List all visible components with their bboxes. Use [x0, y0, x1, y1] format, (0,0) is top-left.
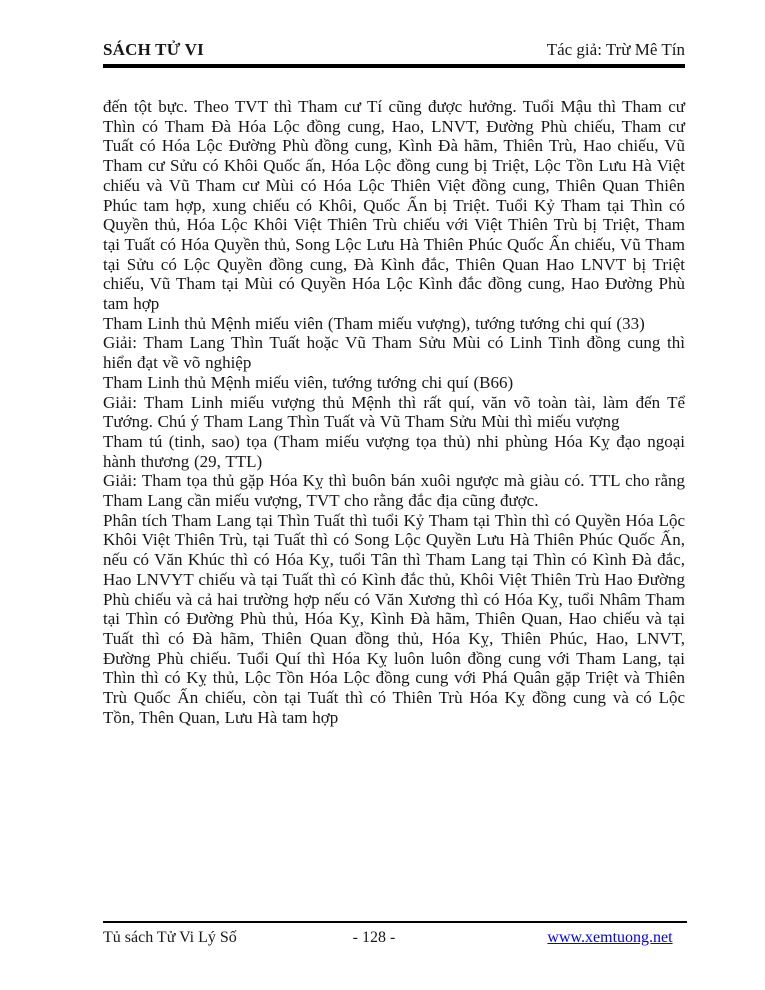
- page-header: [103, 41, 685, 68]
- website-link[interactable]: www.xemtuong.net: [547, 929, 673, 946]
- section-heading: Tham Linh thủ Mệnh miếu viên, tướng tướng chi quí (B66): [103, 372, 514, 392]
- section-explanation: Giải: Tham Lang Thìn Tuất hoặc Vũ Tham Sửu Mùi có Linh Tinh đồng cung thì hiển đạt về võ nghiệp: [103, 333, 685, 373]
- series-title: Tủ sách Tử Vi Lý Số: [103, 929, 237, 946]
- page-body: [103, 97, 685, 728]
- page-number: - 128 -: [352, 929, 396, 946]
- analysis-paragraph: Phân tích Tham Lang tại Thìn Tuất thì tuổi Kỷ Tham tại Thìn thì có Quyền Hóa Lộc Khôi Việt Thiên Trù, tại Tuất thì có Song Lộc Quyền Lưu Hà Thiên Phúc Quốc Ấn, nếu có Văn Khúc thì có Hóa Kỵ, tuổi Tân thì Tham Lang tại Thìn có Kình Đà đắc, Hao LNVYT chiếu và tại Tuất thì có Kình đắc thủ, Khôi Việt Thiên Trù Hao Đường Phù chiếu và cả hai trường hợp nếu có Văn Xương thì có Hóa Kỵ, tuổi Nhâm Tham tại Thìn có Đường Phù thủ, Hóa Kỵ, Kình Đà hãm, Thiên Quan, Hao chiếu và tại Tuất thì có Đà hãm, Thiên Quan đồng thủ, Hóa Kỵ, Thiên Phúc, Hao, LNVT, Đường Phù chiếu. Tuổi Quí thì Hóa Kỵ luôn luôn đồng cung với Tham Lang, tại Thìn thì có Kỵ thủ, Lộc Tồn Hóa Lộc đồng cung với Phá Quân gặp Triệt và Thiên Trù Quốc Ấn chiếu, còn tại Tuất thì có Thiên Trù Hóa Kỵ đồng cung và có Lộc Tồn, Thên Quan, Lưu Hà tam hợp: [103, 510, 685, 727]
- author-credit: Tác giả: Trừ Mê Tín: [546, 40, 685, 59]
- section-heading: Tham tú (tinh, sao) tọa (Tham miếu vượng tọa thủ) nhi phùng Hóa Kỵ đạo ngoại hành thương (29, TTL): [103, 431, 685, 471]
- section-explanation: Giải: Tham tọa thủ gặp Hóa Kỵ thì buôn bán xuôi ngược mà giàu có. TTL cho rằng Tham Lang cần miếu vượng, TVT cho rằng đắc địa cũng được.: [103, 471, 685, 511]
- section-heading: Tham Linh thủ Mệnh miếu viên (Tham miếu vượng), tướng tướng chi quí (33): [103, 313, 645, 333]
- page-footer: [103, 921, 687, 957]
- book-title: SÁCH TỬ VI: [103, 40, 204, 59]
- continuation-paragraph: đến tột bực. Theo TVT thì Tham cư Tí cũng được hưởng. Tuổi Mậu thì Tham cư Thìn có Tham Đà Hóa Lộc đồng cung, Hao, LNVT, Đường Phù chiếu, Tham cư Tuất có Hóa Lộc Đường Phù đồng cung, Kình Đà hãm, Thiên Trù, Hao chiếu, Vũ Tham cư Sửu có Khôi Quốc ấn, Hóa Lộc đồng cung bị Triệt, Lộc Tồn Lưu Hà Việt chiếu và Vũ Tham cư Mùi có Hóa Lộc Thiên Việt đồng cung, Thiên Quan Thiên Phúc tam hợp, xung chiếu có Khôi, Quốc Ấn bị Triệt. Tuổi Kỷ Tham tại Thìn có Quyền thủ, Hóa Lộc Khôi Việt Thiên Trù chiếu với Việt Thiên Trù bị Triệt, Tham tại Tuất có Hóa Quyền thủ, Song Lộc Lưu Hà Thiên Phúc Quốc Ấn chiếu, Vũ Tham tại Sửu có Lộc Quyền đồng cung, Đà Kình đắc, Thiên Quan Hao LNVT bị Triệt chiếu, Vũ Tham tại Mùi có Quyền Hóa Lộc Kình đắc đồng cung, Hao Đường Phù tam hợp: [103, 97, 685, 314]
- section-explanation: Giải: Tham Linh miếu vượng thủ Mệnh thì rất quí, văn võ toàn tài, làm đến Tể Tướng. Chú ý Tham Lang Thìn Tuất và Vũ Tham Sửu Mùi thì miếu vượng: [103, 392, 685, 432]
